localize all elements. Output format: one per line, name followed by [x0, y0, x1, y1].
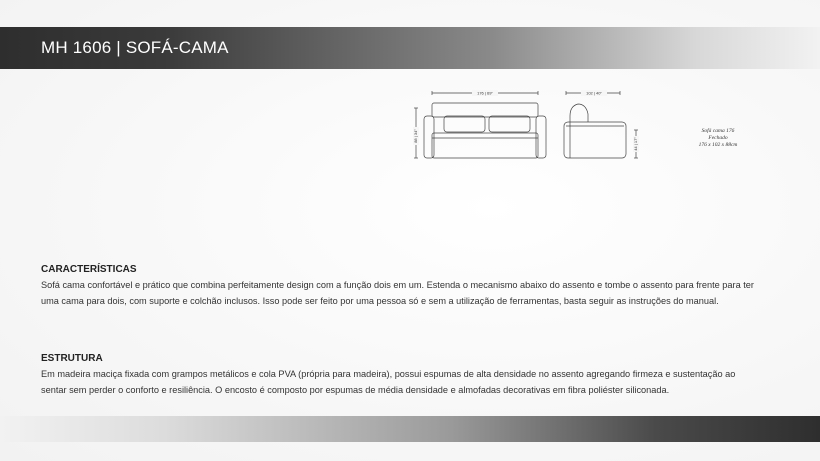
side-depth-dimension: 102 | 40"	[586, 90, 602, 96]
sofa-side-view	[564, 91, 638, 158]
spec-note	[688, 128, 748, 149]
front-height-dimension: 88 | 34"	[413, 129, 418, 143]
spec-note-model: Sofá cama 176	[701, 128, 735, 134]
page-title: MH 1606 | SOFÁ-CAMA	[41, 38, 229, 57]
sofa-front-view	[414, 91, 546, 158]
front-width-dimension: 176 | 69"	[477, 90, 493, 96]
title-bar	[0, 27, 820, 69]
spec-note-state: Fechado	[708, 135, 728, 141]
sofa-technical-drawing	[410, 82, 770, 172]
estrutura-heading: ESTRUTURA	[41, 353, 103, 364]
caracteristicas-text: Sofá cama confortável e prático que combina perfeitamente design com a função dois em um. Estenda o mecanismo abaixo do assento e tombe o assento para frente para ter uma cama para dois, com suporte e colchão inclusos. Isso pode ser feito por uma pessoa só e sem a utilização de ferramentas, basta seguir as instruções do manual.	[41, 280, 754, 306]
seat-height-dimension: 44 | 17"	[633, 137, 638, 151]
footer-bar	[0, 416, 820, 442]
estrutura-text: Em madeira maciça fixada com grampos metálicos e cola PVA (própria para madeira), possui espumas de alta densidade no assento agregando firmeza e sustentação ao sentar sem perder o conforto e resiliência. O encosto é composto por espumas de média densidade e almofadas decorativas em fibra poliéster siliconada.	[41, 369, 736, 395]
spec-note-dimensions: 176 x 102 x 88cm	[698, 142, 738, 148]
caracteristicas-heading: CARACTERÍSTICAS	[41, 264, 137, 275]
